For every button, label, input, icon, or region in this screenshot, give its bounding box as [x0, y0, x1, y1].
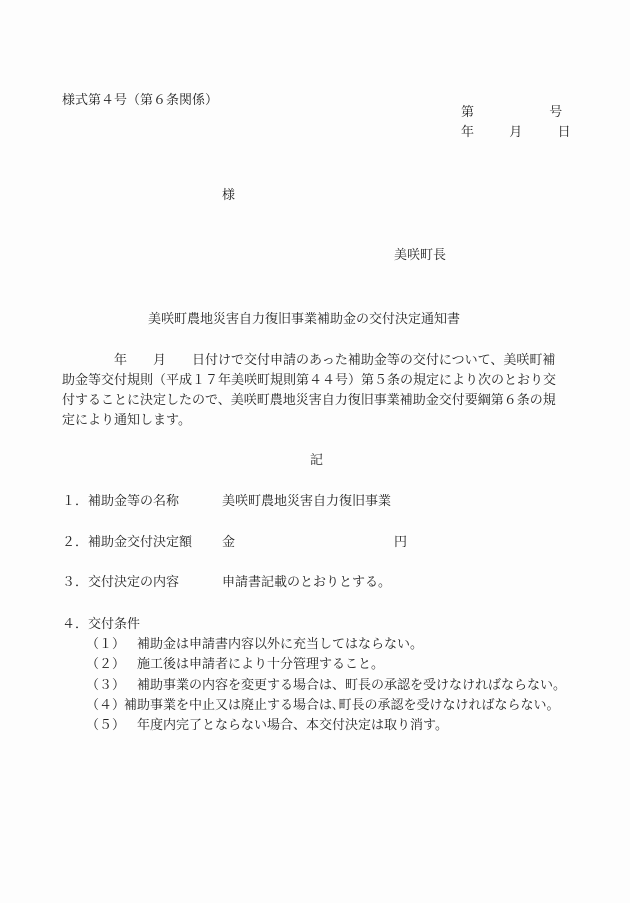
condition-item: [86, 678, 566, 694]
item-value: 美咲町農地災害自力復旧事業: [222, 494, 392, 509]
condition-item: [86, 718, 448, 734]
condition-text: 補助事業を中止又は廃止する場合は､町長の承認を受けなければならない。: [124, 698, 560, 713]
date-line: [461, 125, 571, 141]
document-number: [461, 105, 562, 121]
item-label: １．補助金等の名称: [62, 494, 180, 509]
condition-item: [86, 637, 423, 653]
item-label: ２．補助金交付決定額: [62, 535, 193, 550]
date-day: 日: [557, 125, 571, 140]
item-label: ３．交付決定の内容: [62, 575, 180, 590]
ki-heading: 記: [310, 453, 324, 468]
body-paragraph: [62, 351, 568, 431]
condition-number: （４）: [86, 698, 126, 713]
body-line: 助金等交付規則（平成１７年美咲町規則第４４号）第５条の規定により次のとおり交: [62, 373, 557, 388]
condition-number: （１）: [86, 637, 126, 652]
item-value: 申請書記載のとおりとする。: [222, 575, 392, 590]
condition-text: 年度内完了とならない場合、本交付決定は取り消す。: [124, 718, 448, 733]
body-line: 付することに決定したので、美咲町農地災害自力復旧事業補助金交付要綱第６条の規: [62, 393, 556, 408]
form-label: 様式第４号（第６条関係）: [62, 93, 219, 108]
condition-number: （２）: [86, 657, 126, 672]
item-unit: 円: [394, 535, 408, 550]
body-line: 年 月 日付けで交付申請のあった補助金等の交付について、美咲町補: [62, 353, 556, 368]
condition-number: （５）: [86, 718, 126, 733]
document-number-prefix: 第: [461, 105, 475, 120]
document-title: 美咲町農地災害自力復旧事業補助金の交付決定通知書: [148, 312, 461, 327]
condition-item: [86, 698, 560, 714]
condition-text: 補助事業の内容を変更する場合は、町長の承認を受けなければならない。: [124, 678, 567, 693]
item-value: 金: [222, 535, 236, 550]
condition-text: 補助金は申請書内容以外に充当してはならない。: [124, 637, 424, 652]
conditions-heading: ４．交付条件: [62, 617, 141, 632]
date-year: 年: [461, 125, 475, 140]
body-line: 定により通知します。: [62, 413, 191, 428]
addressee-suffix: 様: [222, 188, 236, 203]
issuer: 美咲町長: [394, 248, 447, 263]
document-number-suffix: 号: [549, 105, 563, 120]
condition-item: [86, 657, 384, 673]
condition-number: （３）: [86, 678, 126, 693]
date-month: 月: [509, 125, 523, 140]
condition-text: 施工後は申請者により十分管理すること。: [124, 657, 385, 672]
